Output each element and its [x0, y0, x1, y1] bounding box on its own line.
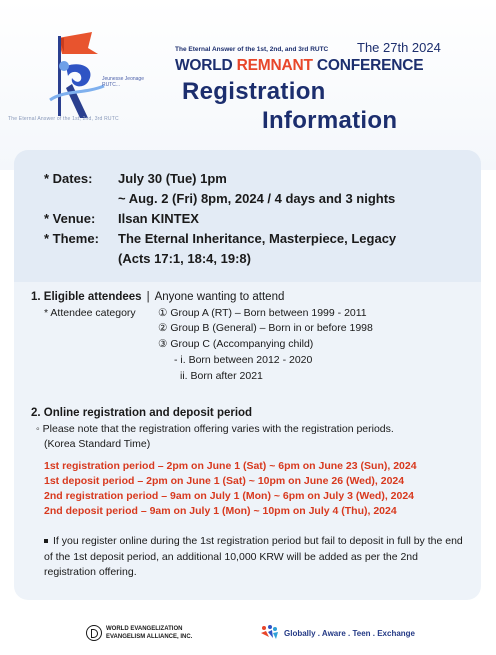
logo-caption: The Eternal Answer of the 1st, 2nd, 3rd RUTC	[8, 116, 119, 122]
theme-value-2: (Acts 17:1, 18:4, 19:8)	[118, 251, 251, 266]
registration-note: ◦ Please note that the registration offering varies with the registration periods.	[36, 423, 394, 435]
dates-value-1: July 30 (Tue) 1pm	[118, 171, 227, 186]
conference-title	[175, 57, 423, 75]
group-c-ii: ii. Born after 2021	[180, 370, 263, 382]
timezone-note: (Korea Standard Time)	[44, 438, 151, 450]
org-name-line1: WORLD EVANGELIZATION	[106, 626, 183, 632]
title-conference: CONFERENCE	[316, 57, 424, 74]
gate-slogan: Globally . Aware . Teen . Exchange	[284, 629, 416, 638]
period-2: 1st deposit period – 2pm on June 1 (Sat) ~ 10pm on June 26 (Wed), 2024	[44, 475, 405, 487]
conference-edition: The 27th 2024	[357, 40, 441, 55]
bullet-icon	[44, 539, 48, 543]
group-b: ② Group B (General) – Born in or before 1998	[158, 322, 373, 334]
group-c: ③ Group C (Accompanying child)	[158, 338, 314, 350]
theme-value-1: The Eternal Inheritance, Masterpiece, Legacy	[118, 231, 397, 246]
section1-title	[31, 291, 284, 303]
section1-separator: |	[146, 291, 150, 303]
period-4: 2nd deposit period – 9am on July 1 (Mon) ~ 10pm on July 4 (Thu), 2024	[44, 505, 397, 517]
late-deposit-notice	[44, 534, 464, 581]
gate-logo-icon	[258, 623, 280, 641]
conference-eyebrow: The Eternal Answer of the 1st, 2nd, and 3rd RUTC	[175, 46, 329, 53]
theme-label: * Theme:	[44, 231, 99, 246]
venue-value: Ilsan KINTEX	[118, 211, 199, 226]
dates-label: * Dates:	[44, 171, 93, 186]
section2-title: 2. Online registration and deposit period	[31, 407, 253, 419]
page-title-line1: Registration	[182, 78, 326, 105]
late-deposit-text: If you register online during the 1st registration period but fail to deposit in full by the end of the 1st deposit period, an additional 10,000 KRW will be added as per the 2nd registration offering.	[44, 535, 463, 578]
group-a: ① Group A (RT) – Born between 1999 - 2011	[158, 307, 367, 319]
title-world: WORLD	[175, 57, 233, 74]
page-title-line2: Information	[262, 107, 398, 134]
dates-value-2: ~ Aug. 2 (Fri) 8pm, 2024 / 4 days and 3 nights	[118, 191, 396, 206]
period-1: 1st registration period – 2pm on June 1 (Sat) ~ 6pm on June 23 (Sun), 2024	[44, 460, 417, 472]
period-3: 2nd registration period – 9am on July 1 (Mon) ~ 6pm on July 3 (Wed), 2024	[44, 490, 415, 502]
org-name	[106, 626, 192, 641]
logo-subtext: Jeunesse Jeonage RUTC...	[102, 76, 144, 88]
wea-emblem-icon	[86, 625, 102, 641]
section1-subtitle: Anyone wanting to attend	[154, 291, 285, 303]
attendee-category-label: * Attendee category	[44, 307, 136, 319]
org-name-line2: EVANGELISM ALLIANCE, INC.	[106, 633, 193, 640]
group-c-i: - i. Born between 2012 - 2020	[174, 354, 313, 366]
section1-heading: 1. Eligible attendees	[31, 291, 142, 303]
title-remnant: REMNANT	[236, 57, 313, 74]
venue-label: * Venue:	[44, 211, 96, 226]
